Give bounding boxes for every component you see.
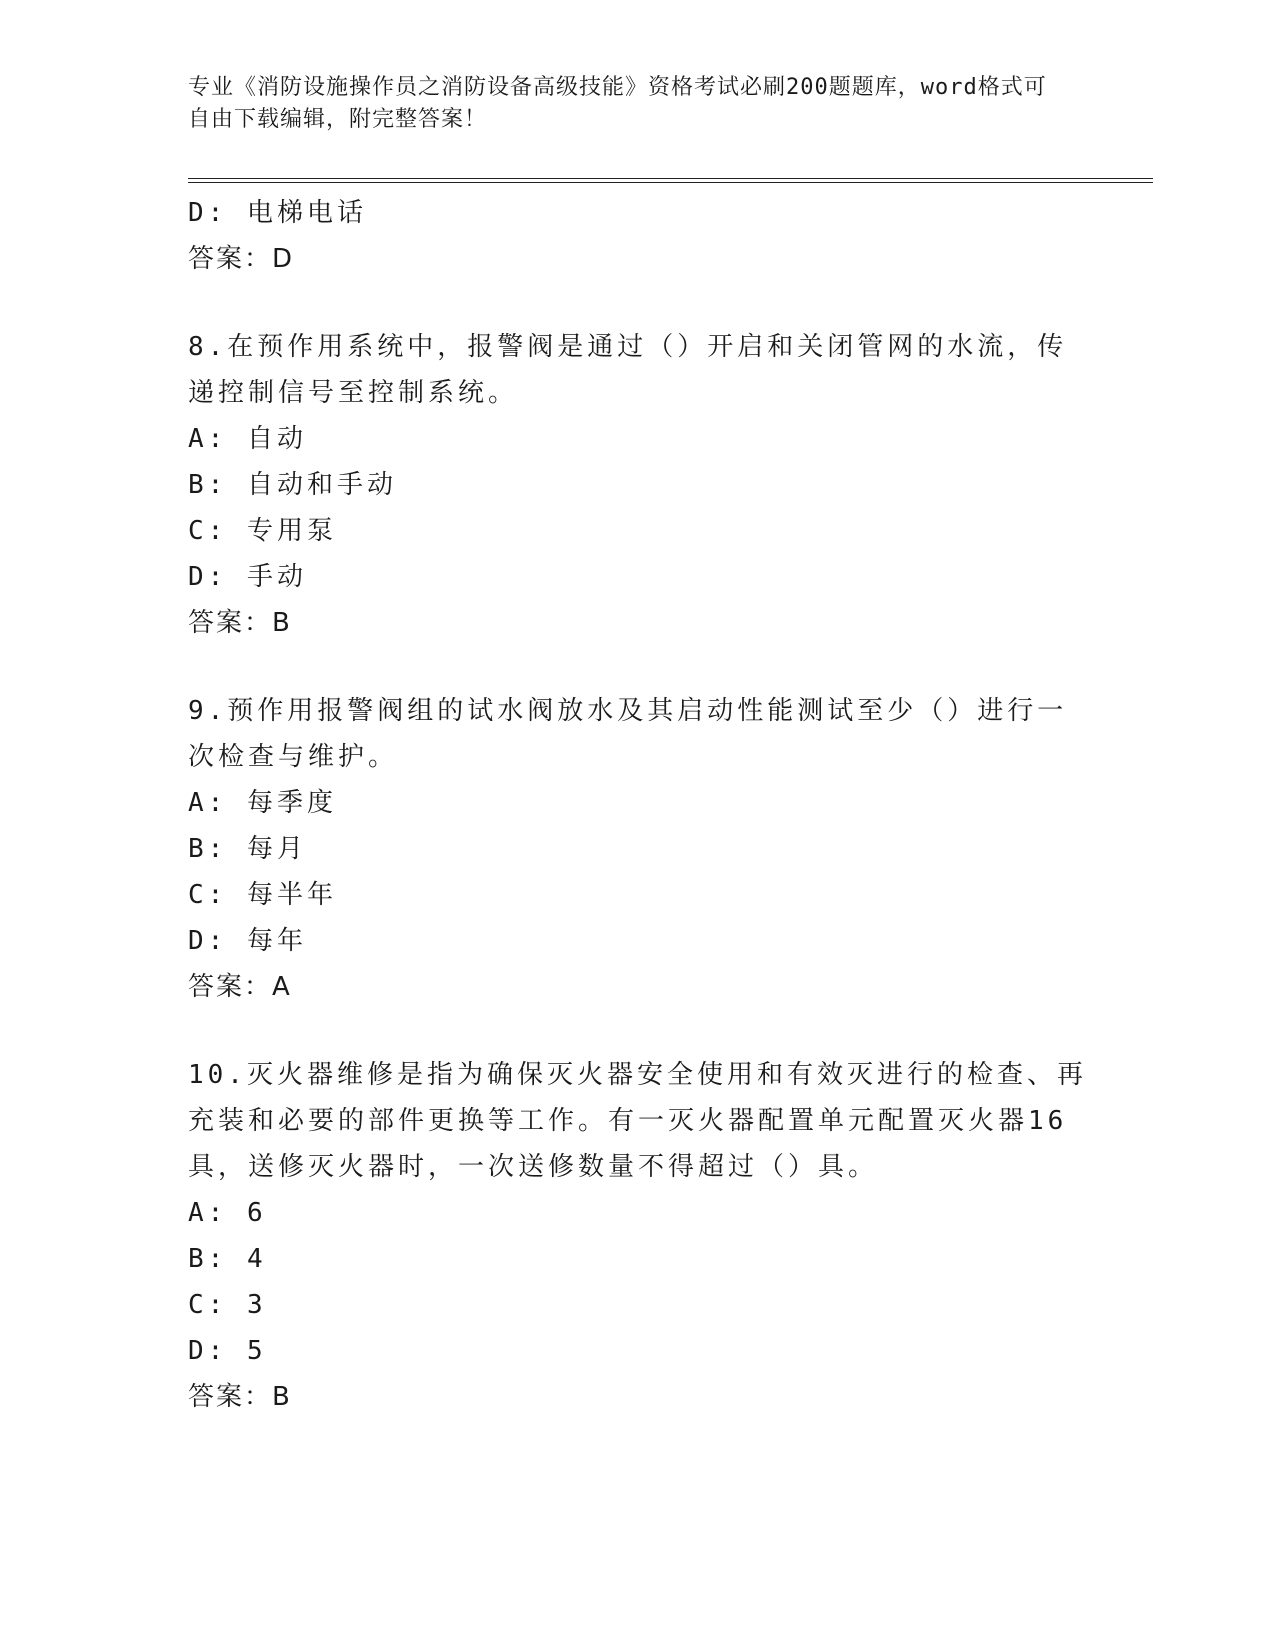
answer: 答案：B	[188, 1382, 292, 1412]
answer: 答案：A	[188, 972, 292, 1002]
option-c: C: 3	[188, 1290, 267, 1320]
prev-option-d: D: 电梯电话	[188, 198, 367, 228]
option-d: D: 手动	[188, 562, 307, 592]
option-a: A: 每季度	[188, 788, 337, 818]
option-c: C: 每半年	[188, 880, 337, 910]
option-a: A: 6	[188, 1198, 267, 1228]
option-d: D: 每年	[188, 926, 307, 956]
option-c: C: 专用泵	[188, 516, 337, 546]
question-stem: 8.在预作用系统中，报警阀是通过（）开启和关闭管网的水流，传递控制信号至控制系统。	[188, 332, 1068, 408]
question-list	[188, 190, 1088, 1462]
prev-answer: 答案：D	[188, 244, 295, 274]
option-b: B: 4	[188, 1244, 267, 1274]
answer: 答案：B	[188, 608, 292, 638]
question-stem: 10.灭火器维修是指为确保灭火器安全使用和有效灭进行的检查、再充装和必要的部件更换等工作。有一灭火器配置单元配置灭火器16具，送修灭火器时，一次送修数量不得超过（）具。	[188, 1060, 1087, 1182]
option-b: B: 自动和手动	[188, 470, 397, 500]
question-10	[188, 1052, 1088, 1420]
question-9	[188, 688, 1088, 1010]
question-stem: 9.预作用报警阀组的试水阀放水及其启动性能测试至少（）进行一次检查与维护。	[188, 696, 1068, 772]
question-8	[188, 324, 1088, 646]
document-header: 专业《消防设施操作员之消防设备高级技能》资格考试必刷200题题库，word格式可自由下载编辑，附完整答案！	[188, 75, 1047, 132]
header-divider-bottom	[188, 182, 1153, 183]
header-divider-top	[188, 178, 1153, 179]
option-a: A: 自动	[188, 424, 307, 454]
option-b: B: 每月	[188, 834, 307, 864]
option-d: D: 5	[188, 1336, 267, 1366]
